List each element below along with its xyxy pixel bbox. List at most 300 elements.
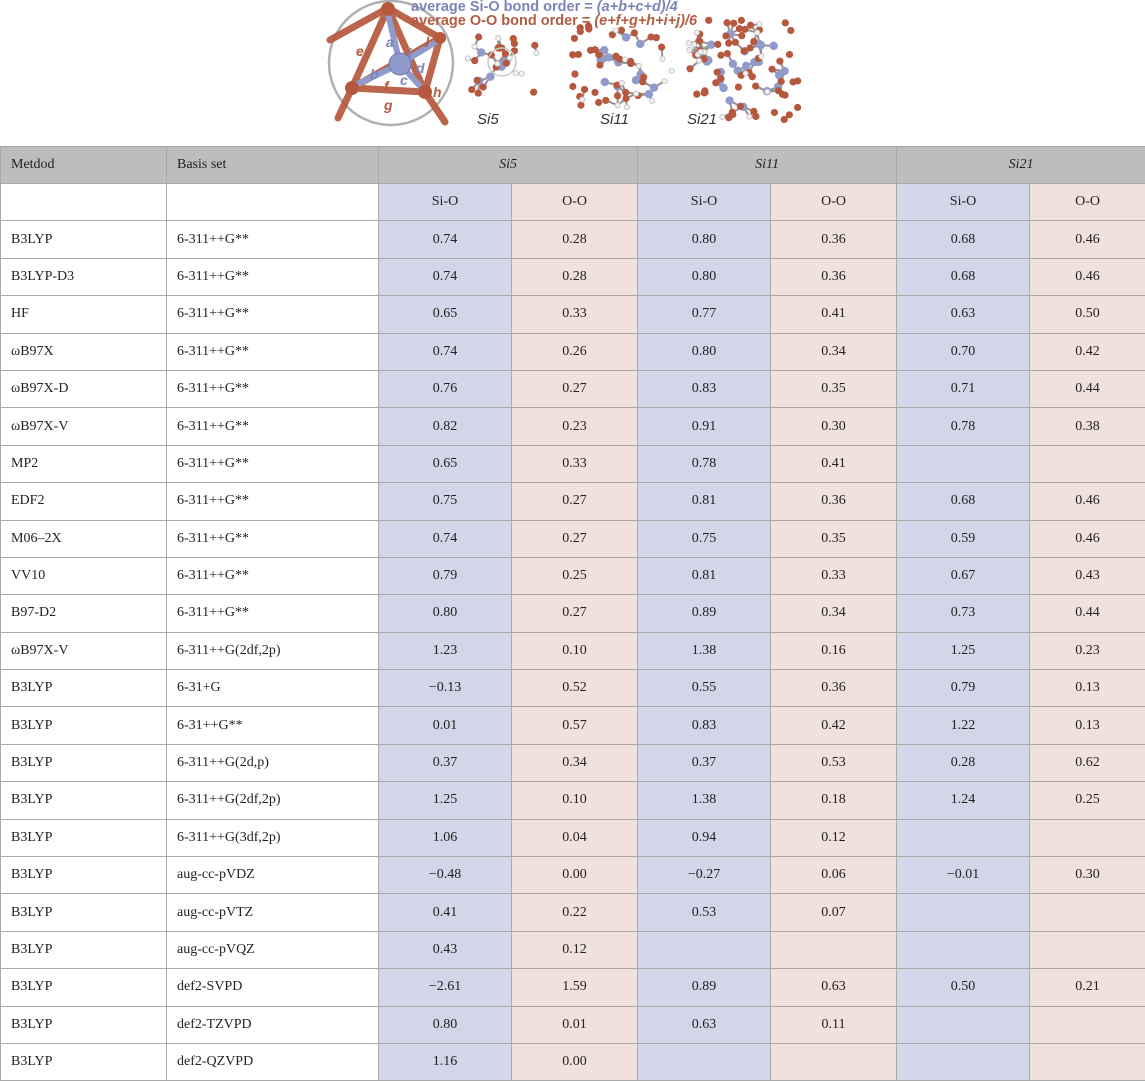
si21-sio-cell: 0.78 xyxy=(897,408,1030,445)
basis-set-cell: 6-311++G** xyxy=(167,483,379,520)
si5-oo-cell: 0.27 xyxy=(512,520,638,557)
header-empty-basis xyxy=(167,184,379,221)
si5-sio-cell: −2.61 xyxy=(379,969,512,1006)
cluster-si21-model xyxy=(686,17,801,123)
table-row xyxy=(1,1043,1145,1080)
header-row-groups xyxy=(1,147,1145,184)
oxygen-atom xyxy=(614,92,621,99)
oxygen-atom xyxy=(640,74,647,81)
basis-set-cell: aug-cc-pVTZ xyxy=(167,894,379,931)
figure-header xyxy=(0,0,1145,146)
oxygen-atom xyxy=(511,40,518,47)
si5-oo-cell: 0.22 xyxy=(512,894,638,931)
silicon-atom xyxy=(707,41,715,49)
subheader-si21-sio: Si-O xyxy=(897,184,1030,221)
hydrogen-atom xyxy=(755,30,760,35)
si21-sio-cell: 1.24 xyxy=(897,782,1030,819)
si5-oo-cell: 0.10 xyxy=(512,632,638,669)
silicon-atom xyxy=(632,76,640,84)
oxygen-atom xyxy=(705,17,712,24)
bond-letter-h: h xyxy=(433,84,442,100)
si21-oo-cell xyxy=(1030,819,1145,856)
si5-sio-cell: 1.25 xyxy=(379,782,512,819)
si5-oo-cell: 0.26 xyxy=(512,333,638,370)
hydrogen-atom xyxy=(513,71,518,76)
si5-oo-cell: 0.27 xyxy=(512,595,638,632)
header-group-si11: Si11 xyxy=(638,147,897,184)
hydrogen-atom xyxy=(580,97,585,102)
oxygen-atom xyxy=(724,50,731,57)
si11-oo-cell: 0.53 xyxy=(771,744,897,781)
oxygen-atom xyxy=(717,52,724,59)
bond-letter-i: i xyxy=(408,45,412,61)
si11-oo-cell: 0.07 xyxy=(771,894,897,931)
method-cell: B3LYP xyxy=(1,670,167,707)
table-row xyxy=(1,296,1145,333)
bond-letter-d: d xyxy=(416,60,425,76)
bond-order-table xyxy=(0,146,1145,1081)
oxygen-atom xyxy=(781,116,788,123)
oxygen-atom xyxy=(737,103,744,110)
oxygen-atom xyxy=(738,32,745,39)
si5-sio-cell: −0.48 xyxy=(379,857,512,894)
oxygen-atom xyxy=(750,38,757,45)
si11-sio-cell: 0.83 xyxy=(638,707,771,744)
hydrogen-atom xyxy=(747,114,752,119)
basis-set-cell: aug-cc-pVDZ xyxy=(167,857,379,894)
oxygen-atom xyxy=(468,86,475,93)
si11-oo-cell: 0.35 xyxy=(771,520,897,557)
oxygen-atom xyxy=(658,44,665,51)
oxygen-atom xyxy=(581,86,588,93)
oxygen-atom xyxy=(602,97,609,104)
method-cell: B3LYP-D3 xyxy=(1,258,167,295)
hydrogen-atom xyxy=(660,56,665,61)
si5-oo-cell: 0.04 xyxy=(512,819,638,856)
si11-oo-cell: 0.36 xyxy=(771,221,897,258)
si21-sio-cell: 0.63 xyxy=(897,296,1030,333)
oxygen-atom xyxy=(471,57,478,64)
si5-oo-cell: 0.27 xyxy=(512,370,638,407)
oxygen-atom xyxy=(596,61,603,68)
si5-sio-cell: 0.75 xyxy=(379,483,512,520)
si11-sio-cell: 0.53 xyxy=(638,894,771,931)
subheader-si5-oo: O-O xyxy=(512,184,638,221)
oxygen-atom xyxy=(571,35,578,42)
subheader-si5-sio: Si-O xyxy=(379,184,512,221)
oxygen-atom xyxy=(575,51,582,58)
si5-sio-cell: 1.23 xyxy=(379,632,512,669)
oxygen-atom xyxy=(717,75,724,82)
bond-letter-c: c xyxy=(400,72,408,88)
si11-sio-cell: 0.89 xyxy=(638,595,771,632)
hydrogen-atom xyxy=(694,30,699,35)
si11-sio-cell: 0.37 xyxy=(638,744,771,781)
table-row xyxy=(1,333,1145,370)
oxygen-atom xyxy=(787,27,794,34)
oxygen-atom xyxy=(794,104,801,111)
silicon-atom xyxy=(719,84,727,92)
oxygen-atom xyxy=(722,32,729,39)
table-row xyxy=(1,782,1145,819)
oxygen-atom xyxy=(627,60,634,67)
si11-oo-cell xyxy=(771,931,897,968)
si11-sio-cell: 0.81 xyxy=(638,483,771,520)
basis-set-cell: 6-31+G xyxy=(167,670,379,707)
oxygen-atom xyxy=(794,77,801,84)
structure-label-si11: Si11 xyxy=(600,111,629,128)
si5-oo-cell: 0.27 xyxy=(512,483,638,520)
structure-label-si5: Si5 xyxy=(477,111,499,128)
si5-sio-cell: 0.65 xyxy=(379,296,512,333)
hydrogen-atom xyxy=(615,103,620,108)
bond-letter-e: e xyxy=(356,43,364,59)
method-cell: B3LYP xyxy=(1,819,167,856)
hydrogen-atom xyxy=(619,80,624,85)
cluster-si5-model xyxy=(465,33,539,96)
si11-oo-cell: 0.34 xyxy=(771,333,897,370)
basis-set-cell: 6-311++G** xyxy=(167,595,379,632)
oxygen-atom xyxy=(587,47,594,54)
si21-sio-cell: 0.71 xyxy=(897,370,1030,407)
method-cell: B3LYP xyxy=(1,931,167,968)
si11-oo-cell: 0.33 xyxy=(771,557,897,594)
method-cell: B97-D2 xyxy=(1,595,167,632)
si5-oo-cell: 0.33 xyxy=(512,296,638,333)
si21-sio-cell: 0.68 xyxy=(897,483,1030,520)
si11-oo-cell: 0.16 xyxy=(771,632,897,669)
oxygen-atom xyxy=(612,53,619,60)
si21-oo-cell xyxy=(1030,445,1145,482)
silicon-atom xyxy=(650,83,658,91)
basis-set-cell: 6-311++G(3df,2p) xyxy=(167,819,379,856)
si5-sio-cell: 0.43 xyxy=(379,931,512,968)
table-row xyxy=(1,221,1145,258)
basis-set-cell: 6-311++G(2df,2p) xyxy=(167,782,379,819)
oxygen-atom xyxy=(776,58,783,65)
bond-letter-a: a xyxy=(386,34,394,50)
si5-sio-cell: 0.82 xyxy=(379,408,512,445)
table-row xyxy=(1,483,1145,520)
si21-sio-cell xyxy=(897,1006,1030,1043)
sio-formula-expression: (a+b+c+d)/4 xyxy=(596,0,678,15)
si21-sio-cell: 0.70 xyxy=(897,333,1030,370)
table-row xyxy=(1,744,1145,781)
hydrogen-atom xyxy=(662,78,667,83)
basis-set-cell: def2-TZVPD xyxy=(167,1006,379,1043)
si5-oo-cell: 0.23 xyxy=(512,408,638,445)
oxygen-atom xyxy=(622,95,629,102)
si21-sio-cell: 0.67 xyxy=(897,557,1030,594)
hydrogen-atom xyxy=(743,71,748,76)
oxygen-atom xyxy=(475,90,482,97)
hydrogen-atom xyxy=(687,47,692,52)
hydrogen-atom xyxy=(669,68,674,73)
method-cell: ωB97X-V xyxy=(1,632,167,669)
si21-sio-cell xyxy=(897,445,1030,482)
si21-sio-cell xyxy=(897,931,1030,968)
si11-sio-cell: 0.80 xyxy=(638,333,771,370)
oxygen-atom xyxy=(768,66,775,73)
method-cell: B3LYP xyxy=(1,221,167,258)
hydrogen-atom xyxy=(624,105,629,110)
si5-sio-cell: 0.76 xyxy=(379,370,512,407)
oxygen-atom xyxy=(735,83,742,90)
si21-sio-cell: 0.68 xyxy=(897,258,1030,295)
oxygen-atom xyxy=(732,39,739,46)
si11-sio-cell: 0.94 xyxy=(638,819,771,856)
method-cell: B3LYP xyxy=(1,707,167,744)
si21-oo-cell xyxy=(1030,1043,1145,1080)
si5-oo-cell: 0.28 xyxy=(512,258,638,295)
si5-sio-cell: 0.65 xyxy=(379,445,512,482)
si21-oo-cell: 0.21 xyxy=(1030,969,1145,1006)
basis-set-cell: 6-311++G** xyxy=(167,221,379,258)
table-row xyxy=(1,857,1145,894)
basis-set-cell: 6-311++G** xyxy=(167,520,379,557)
si21-oo-cell: 0.42 xyxy=(1030,333,1145,370)
basis-set-cell: 6-311++G(2df,2p) xyxy=(167,632,379,669)
si21-oo-cell: 0.23 xyxy=(1030,632,1145,669)
silicon-atom xyxy=(725,96,733,104)
oxygen-atom xyxy=(686,65,693,72)
basis-set-cell: 6-311++G** xyxy=(167,408,379,445)
hydrogen-atom xyxy=(691,42,696,47)
structure-label-si21: Si21 xyxy=(687,111,718,128)
method-cell: M06–2X xyxy=(1,520,167,557)
si21-sio-cell xyxy=(897,819,1030,856)
hydrogen-atom xyxy=(496,36,501,41)
hydrogen-atom xyxy=(472,44,477,49)
si11-oo-cell: 0.36 xyxy=(771,483,897,520)
hydrogen-atom xyxy=(622,57,627,62)
table-row xyxy=(1,632,1145,669)
basis-set-cell: 6-311++G(2d,p) xyxy=(167,744,379,781)
oo-formula-expression: (e+f+g+h+i+j)/6 xyxy=(594,13,698,29)
hydrogen-atom xyxy=(519,71,524,76)
si21-sio-cell xyxy=(897,1043,1030,1080)
si21-oo-cell xyxy=(1030,894,1145,931)
si11-sio-cell: 0.81 xyxy=(638,557,771,594)
basis-set-cell: 6-311++G** xyxy=(167,557,379,594)
silicon-atom xyxy=(729,60,737,68)
basis-set-cell: 6-311++G** xyxy=(167,333,379,370)
table-row xyxy=(1,445,1145,482)
si11-sio-cell: 0.63 xyxy=(638,1006,771,1043)
si11-oo-cell xyxy=(771,1043,897,1080)
bond-letter-f: f xyxy=(384,78,389,94)
hydrogen-atom xyxy=(697,58,702,63)
si11-oo-cell: 0.35 xyxy=(771,370,897,407)
basis-set-cell: def2-QZVPD xyxy=(167,1043,379,1080)
oxygen-atom xyxy=(480,83,487,90)
oxygen-atom xyxy=(569,83,576,90)
method-cell: MP2 xyxy=(1,445,167,482)
si11-oo-cell: 0.30 xyxy=(771,408,897,445)
oxygen-atom xyxy=(591,89,598,96)
si21-oo-cell: 0.13 xyxy=(1030,670,1145,707)
si11-sio-cell: −0.27 xyxy=(638,857,771,894)
bond-letter-j: j xyxy=(426,31,430,47)
si21-sio-cell: 0.28 xyxy=(897,744,1030,781)
oxygen-atom xyxy=(752,82,759,89)
table-row xyxy=(1,595,1145,632)
si5-oo-cell: 0.00 xyxy=(512,857,638,894)
basis-set-cell: 6-311++G** xyxy=(167,296,379,333)
table-row xyxy=(1,931,1145,968)
si5-sio-cell: 0.74 xyxy=(379,258,512,295)
si11-oo-cell: 0.11 xyxy=(771,1006,897,1043)
si11-oo-cell: 0.12 xyxy=(771,819,897,856)
method-cell: B3LYP xyxy=(1,969,167,1006)
silicon-atom xyxy=(477,48,485,56)
si5-sio-cell: 0.37 xyxy=(379,744,512,781)
oxygen-atom xyxy=(778,78,785,85)
si11-oo-cell: 0.41 xyxy=(771,296,897,333)
si21-oo-cell: 0.46 xyxy=(1030,520,1145,557)
oxygen-atom xyxy=(631,29,638,36)
oxygen-atom xyxy=(723,19,730,26)
si5-sio-cell: 0.74 xyxy=(379,520,512,557)
method-cell: ωB97X xyxy=(1,333,167,370)
si21-oo-cell: 0.43 xyxy=(1030,557,1145,594)
silicon-atom xyxy=(757,41,765,49)
si21-oo-cell: 0.62 xyxy=(1030,744,1145,781)
oxygen-atom xyxy=(503,60,510,67)
table-row xyxy=(1,370,1145,407)
oxygen-atom xyxy=(730,20,737,27)
si11-sio-cell: 0.55 xyxy=(638,670,771,707)
oxygen-atom xyxy=(577,102,584,109)
oxygen-atom xyxy=(511,47,518,54)
oxygen-atom xyxy=(693,91,700,98)
subheader-si11-oo: O-O xyxy=(771,184,897,221)
si5-sio-cell: −0.13 xyxy=(379,670,512,707)
si21-oo-cell xyxy=(1030,1006,1145,1043)
basis-set-cell: def2-SVPD xyxy=(167,969,379,1006)
si5-oo-cell: 0.10 xyxy=(512,782,638,819)
cluster-si11-model xyxy=(569,22,674,109)
table-row xyxy=(1,258,1145,295)
si5-oo-cell: 0.52 xyxy=(512,670,638,707)
hydrogen-atom xyxy=(757,22,762,27)
oxygen-atom xyxy=(782,19,789,26)
oxygen-atom xyxy=(531,42,538,49)
si5-sio-cell: 0.80 xyxy=(379,595,512,632)
si21-sio-cell: 0.59 xyxy=(897,520,1030,557)
si5-oo-cell: 0.25 xyxy=(512,557,638,594)
hydrogen-atom xyxy=(636,63,641,68)
oxygen-atom xyxy=(781,92,788,99)
si5-sio-cell: 0.74 xyxy=(379,333,512,370)
si11-oo-cell: 0.06 xyxy=(771,857,897,894)
hydrogen-atom xyxy=(495,61,500,66)
hydrogen-atom xyxy=(759,54,764,59)
si21-sio-cell xyxy=(897,894,1030,931)
table-row xyxy=(1,1006,1145,1043)
si21-oo-cell xyxy=(1030,931,1145,968)
method-cell: B3LYP xyxy=(1,744,167,781)
si11-sio-cell xyxy=(638,1043,771,1080)
method-cell: B3LYP xyxy=(1,1043,167,1080)
oxygen-atom xyxy=(595,51,602,58)
si21-sio-cell: 0.50 xyxy=(897,969,1030,1006)
si21-sio-cell: 0.79 xyxy=(897,670,1030,707)
si11-oo-cell: 0.36 xyxy=(771,258,897,295)
oxygen-atom xyxy=(725,114,732,121)
si21-oo-cell: 0.46 xyxy=(1030,221,1145,258)
header-basis-set: Basis set xyxy=(167,147,379,184)
method-cell: EDF2 xyxy=(1,483,167,520)
oxygen-atom xyxy=(714,69,721,76)
basis-set-cell: 6-31++G** xyxy=(167,707,379,744)
method-cell: ωB97X-D xyxy=(1,370,167,407)
oo-formula-label: average O-O bond order = xyxy=(411,13,595,29)
si5-oo-cell: 0.34 xyxy=(512,744,638,781)
hydrogen-atom xyxy=(650,98,655,103)
oxygen-atom xyxy=(530,89,537,96)
si21-oo-cell: 0.46 xyxy=(1030,258,1145,295)
basis-set-cell: 6-311++G** xyxy=(167,370,379,407)
table-row xyxy=(1,707,1145,744)
silicon-atom xyxy=(622,33,630,41)
basis-set-cell: 6-311++G** xyxy=(167,445,379,482)
method-cell: B3LYP xyxy=(1,1006,167,1043)
oxygen-atom xyxy=(595,99,602,106)
si11-sio-cell: 0.91 xyxy=(638,408,771,445)
header-empty-method xyxy=(1,184,167,221)
method-cell: ωB97X-V xyxy=(1,408,167,445)
table-row xyxy=(1,969,1145,1006)
si21-oo-cell: 0.44 xyxy=(1030,595,1145,632)
hydrogen-atom xyxy=(720,115,725,120)
basis-set-cell: 6-311++G** xyxy=(167,258,379,295)
silicon-atom xyxy=(770,42,778,50)
table-row xyxy=(1,894,1145,931)
bond-letter-g: g xyxy=(384,97,393,113)
hydrogen-atom xyxy=(507,55,512,60)
si11-oo-cell: 0.36 xyxy=(771,670,897,707)
silicon-atom xyxy=(601,78,609,86)
si21-oo-cell: 0.50 xyxy=(1030,296,1145,333)
hydrogen-atom xyxy=(465,56,470,61)
hydrogen-atom xyxy=(765,89,770,94)
si21-sio-cell: 1.22 xyxy=(897,707,1030,744)
hydrogen-atom xyxy=(634,91,639,96)
si21-sio-cell: −0.01 xyxy=(897,857,1030,894)
si11-sio-cell: 1.38 xyxy=(638,782,771,819)
method-cell: B3LYP xyxy=(1,782,167,819)
table-row xyxy=(1,819,1145,856)
sio-formula-label: average Si-O bond order = xyxy=(411,0,597,15)
oxygen-atom xyxy=(571,70,578,77)
si11-sio-cell xyxy=(638,931,771,968)
header-group-si21: Si21 xyxy=(897,147,1145,184)
si21-sio-cell: 1.25 xyxy=(897,632,1030,669)
si11-oo-cell: 0.34 xyxy=(771,595,897,632)
header-row-bond-types xyxy=(1,184,1145,221)
table-row xyxy=(1,408,1145,445)
basis-set-cell: aug-cc-pVQZ xyxy=(167,931,379,968)
si5-sio-cell: 1.06 xyxy=(379,819,512,856)
si5-sio-cell: 1.16 xyxy=(379,1043,512,1080)
subheader-si21-oo: O-O xyxy=(1030,184,1145,221)
oxygen-atom xyxy=(475,33,482,40)
silicon-atom xyxy=(605,53,613,61)
si11-sio-cell: 0.89 xyxy=(638,969,771,1006)
oxygen-atom xyxy=(740,47,747,54)
oo-bond-order-formula xyxy=(411,14,697,29)
